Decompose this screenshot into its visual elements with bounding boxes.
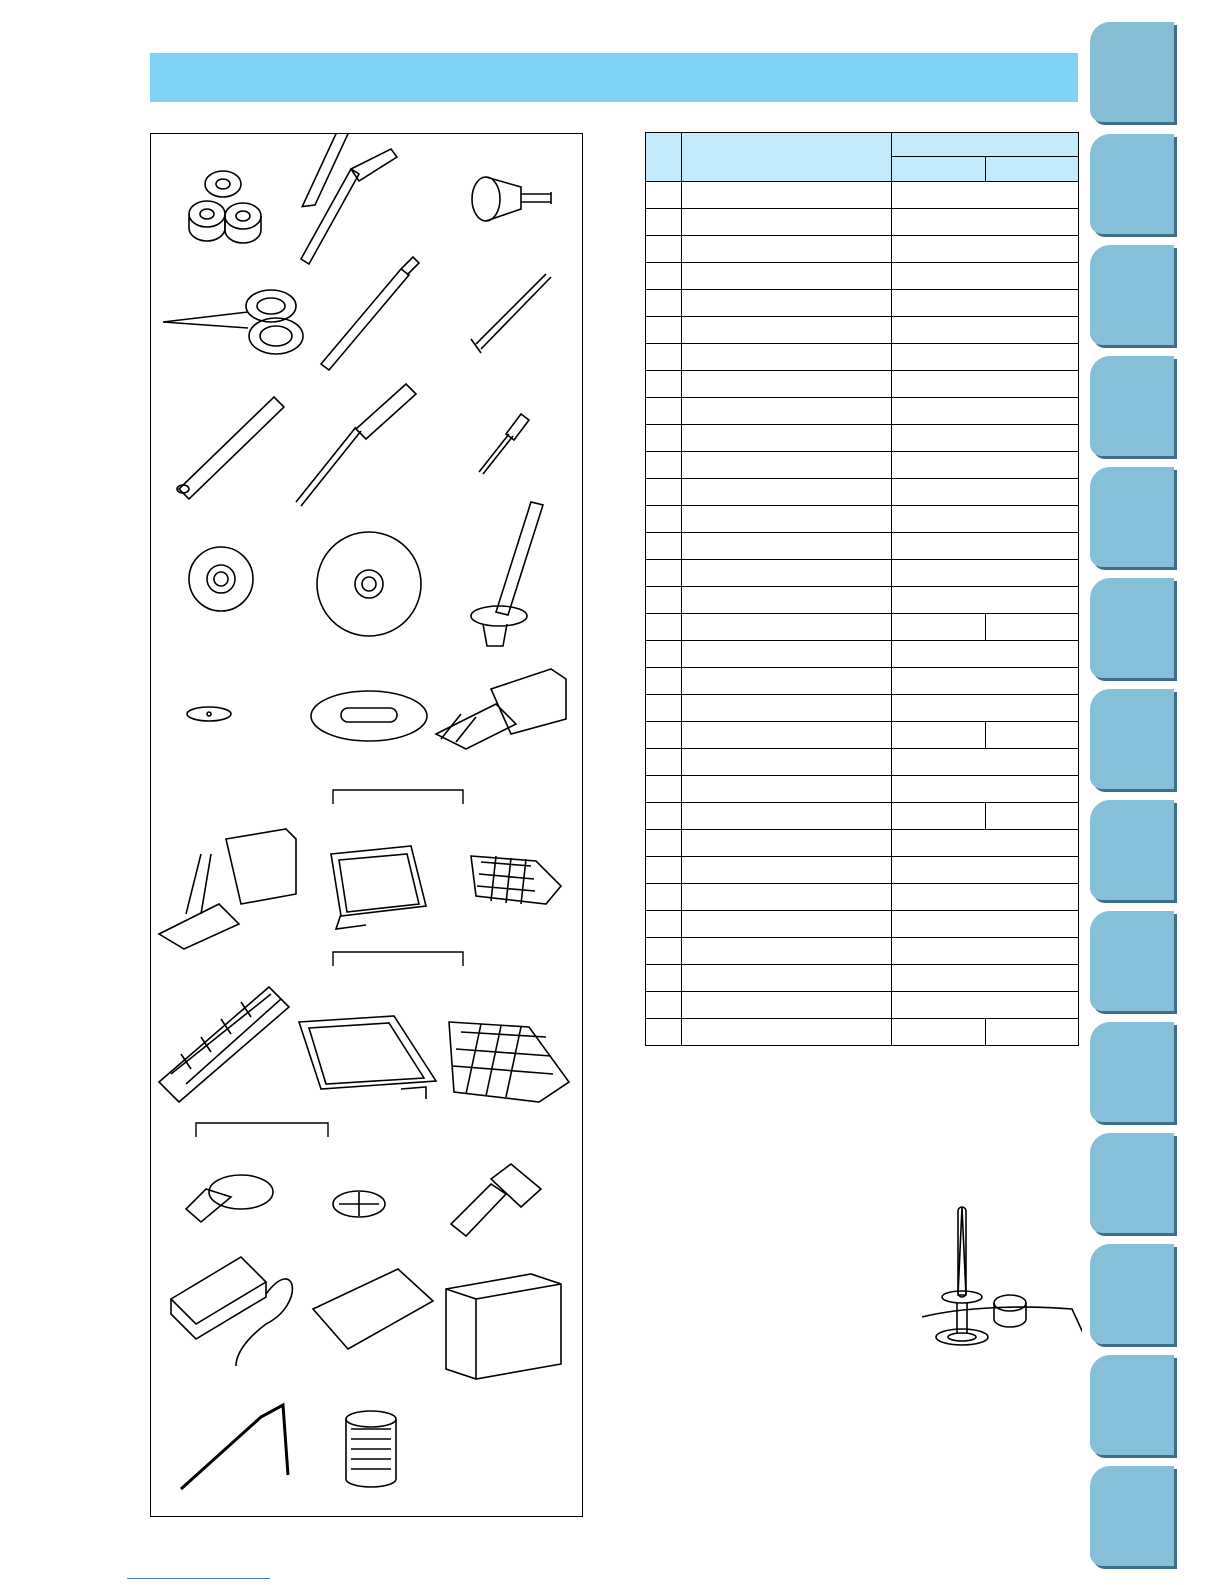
embroidery-frame-medium-illustration	[331, 846, 426, 929]
table-row	[646, 398, 1079, 425]
screwdriver-large-illustration	[296, 384, 416, 506]
small-brush-illustration	[471, 274, 551, 353]
cleaning-brush-illustration	[321, 257, 419, 370]
embroidery-sheet-medium-illustration	[471, 856, 561, 904]
accessory-illustrations-panel	[150, 133, 583, 1517]
table-row	[646, 533, 1079, 560]
table-row	[646, 641, 1079, 668]
bobbin-thread-illustration	[346, 1411, 396, 1487]
table-row	[646, 884, 1079, 911]
bobbin-cover-illustration	[311, 691, 427, 741]
spool-screw-illustration	[472, 177, 551, 221]
table-row	[646, 614, 1079, 641]
spool-pin-installed-illustration	[922, 1205, 1082, 1365]
table-row	[646, 1019, 1079, 1046]
table-row	[646, 290, 1079, 317]
col-header-code-b	[986, 157, 1079, 182]
table-row	[646, 803, 1079, 830]
col-header-part-name	[682, 133, 892, 182]
embroidery-frame-small-illustration	[186, 1175, 273, 1222]
screwdriver-small-illustration	[479, 414, 529, 474]
table-row	[646, 830, 1079, 857]
table-row	[646, 776, 1079, 803]
table-row	[646, 911, 1079, 938]
nav-tab-9[interactable]	[1090, 911, 1174, 1011]
table-row	[646, 182, 1079, 209]
nav-tab-7[interactable]	[1090, 689, 1174, 789]
table-row	[646, 506, 1079, 533]
spool-cap-small-illustration	[189, 547, 253, 611]
table-row	[646, 695, 1079, 722]
table-row	[646, 560, 1079, 587]
walking-foot-illustration	[436, 669, 566, 749]
dust-cover-illustration	[446, 1274, 561, 1379]
table-row	[646, 317, 1079, 344]
nav-tab-14[interactable]	[1090, 1466, 1174, 1566]
stabilizer-sheet-illustration	[313, 1269, 433, 1349]
eyelet-punch-illustration	[177, 397, 284, 499]
table-row	[646, 857, 1079, 884]
spool-cap-large-illustration	[317, 532, 421, 636]
nav-tab-13[interactable]	[1090, 1355, 1174, 1455]
nav-tab-1[interactable]	[1090, 22, 1174, 122]
table-row	[646, 344, 1079, 371]
table-row	[646, 587, 1079, 614]
spool-net-illustration	[159, 987, 289, 1102]
col-header-part-code	[892, 133, 1079, 157]
nav-tab-10[interactable]	[1090, 1022, 1174, 1122]
table-row	[646, 722, 1079, 749]
scissors-illustration	[163, 290, 303, 354]
table-row	[646, 209, 1079, 236]
table-row	[646, 263, 1079, 290]
nav-tab-4[interactable]	[1090, 356, 1174, 456]
bobbins-illustration	[189, 171, 261, 243]
nav-tab-5[interactable]	[1090, 467, 1174, 567]
spool-pin-illustration	[471, 502, 543, 646]
table-row	[646, 371, 1079, 398]
table-row	[646, 992, 1079, 1019]
nav-tab-11[interactable]	[1090, 1133, 1174, 1233]
embroidery-sheet-large-illustration	[449, 1022, 569, 1102]
col-header-no	[646, 133, 682, 182]
embroidery-frame-large-illustration	[299, 1016, 436, 1099]
col-header-code-a	[892, 157, 986, 182]
knee-lifter-screw-illustration	[451, 1164, 541, 1236]
knee-lifter-illustration	[181, 1405, 288, 1489]
table-row	[646, 668, 1079, 695]
nav-tab-3[interactable]	[1090, 245, 1174, 345]
table-row	[646, 236, 1079, 263]
table-row	[646, 425, 1079, 452]
nav-tab-12[interactable]	[1090, 1244, 1174, 1344]
spool-felt-illustration	[187, 707, 231, 721]
nav-tab-8[interactable]	[1090, 800, 1174, 900]
foot-controller-illustration	[171, 1257, 292, 1366]
table-row	[646, 479, 1079, 506]
seam-ripper-illustration	[294, 134, 397, 264]
table-row	[646, 938, 1079, 965]
side-cutter-illustration	[159, 829, 296, 949]
embroidery-sheet-small-illustration	[333, 1191, 385, 1217]
header-bar	[150, 53, 1078, 102]
bottom-link-rule	[127, 1578, 270, 1579]
table-row	[646, 749, 1079, 776]
table-row	[646, 452, 1079, 479]
nav-tab-2[interactable]	[1090, 134, 1174, 234]
accessory-table	[645, 132, 1079, 1046]
nav-tab-6[interactable]	[1090, 578, 1174, 678]
table-row	[646, 965, 1079, 992]
